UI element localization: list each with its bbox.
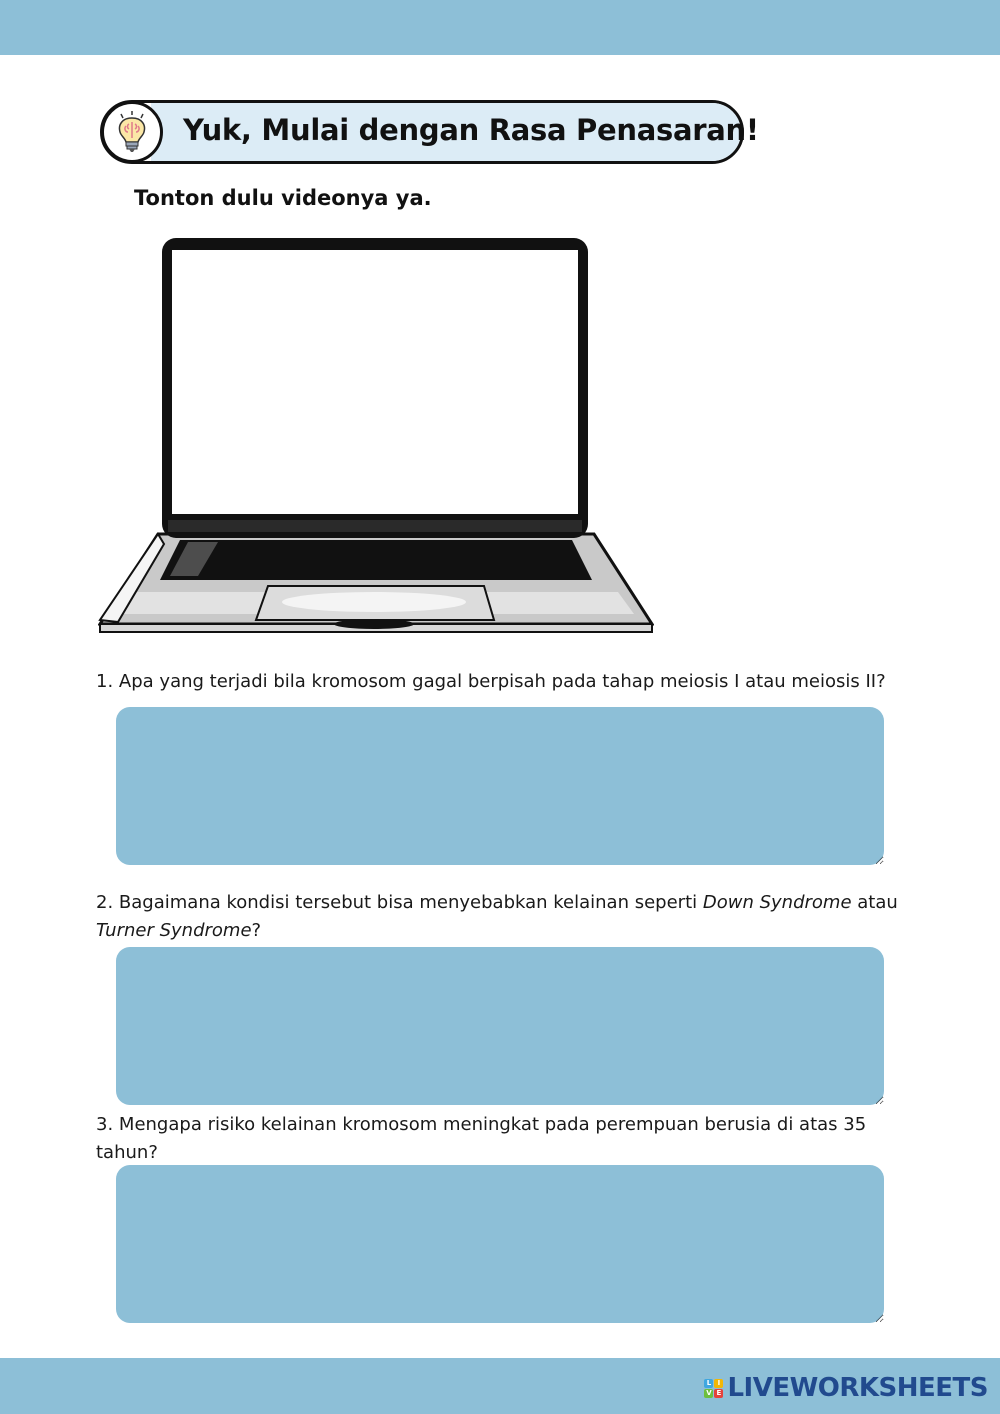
logo-letter-l: L [704, 1379, 713, 1388]
laptop-icon [98, 234, 654, 638]
question-1 [96, 668, 906, 696]
logo-letter-i: I [714, 1379, 723, 1388]
question-3-number: 3. [96, 1114, 114, 1135]
answer-box-2[interactable] [116, 947, 884, 1105]
question-3 [96, 1111, 906, 1167]
question-1-text: Apa yang terjadi bila kromosom gagal berpisah pada tahap meiosis I atau meiosis II? [118, 671, 886, 692]
intro-text: Tonton dulu videonya ya. [134, 186, 432, 210]
liveworksheets-text: LIVEWORKSHEETS [727, 1373, 988, 1403]
liveworksheets-logo-icon [704, 1379, 723, 1398]
question-2 [96, 889, 906, 945]
question-2-term-down-syndrome: Down Syndrome [702, 892, 852, 913]
answer-box-3[interactable] [116, 1165, 884, 1323]
top-band [0, 0, 1000, 55]
question-1-number: 1. [96, 671, 114, 692]
video-player-frame[interactable] [98, 234, 654, 638]
section-title: Yuk, Mulai dengan Rasa Penasaran! [183, 113, 759, 147]
question-3-text: Mengapa risiko kelainan kromosom meningkat pada perempuan berusia di atas 35 tahun? [96, 1114, 867, 1163]
section-header [100, 100, 759, 164]
question-2-term-turner-syndrome: Turner Syndrome [96, 920, 252, 941]
answer-box-1[interactable] [116, 707, 884, 865]
logo-letter-v: V [706, 1388, 712, 1397]
question-2-text-mid: atau [851, 892, 898, 913]
question-2-number: 2. [96, 892, 114, 913]
question-2-text-before: Bagaimana kondisi tersebut bisa menyebabkan kelainan seperti [118, 892, 703, 913]
logo-letter-e: E [714, 1389, 723, 1398]
question-2-text-after: ? [251, 920, 262, 941]
lightbulb-brain-icon [101, 101, 163, 163]
liveworksheets-brand[interactable] [704, 1371, 988, 1405]
